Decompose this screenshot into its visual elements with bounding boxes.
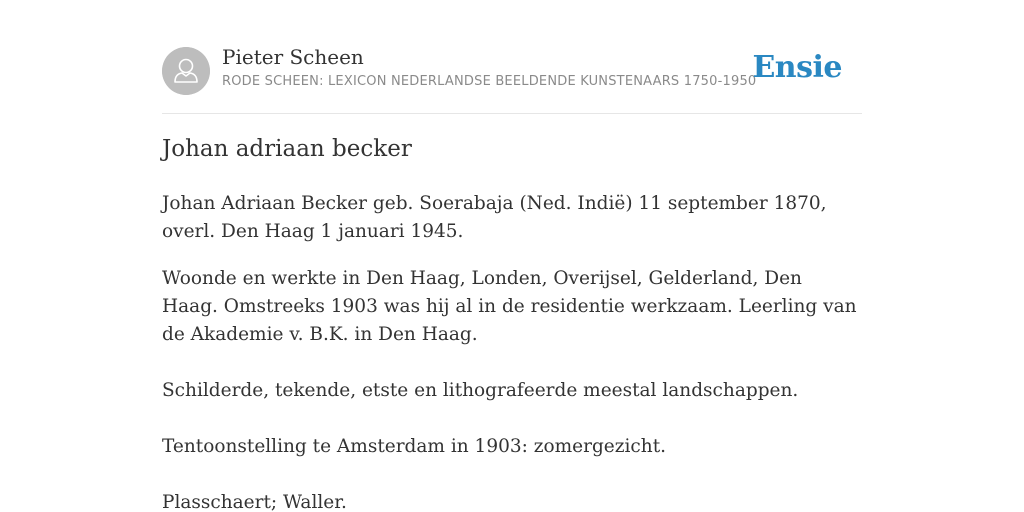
author-name[interactable]: Pieter Scheen <box>222 45 364 69</box>
paragraph-references: Plasschaert; Waller. <box>162 492 347 512</box>
paragraph-residence: Woonde en werkte in Den Haag, Londen, Overijsel, Gelderland, Den Haag. Omstreeks 1903 was hij al in de residentie werkzaam. Leerling van de Akademie v. B.K. in Den Haag. <box>162 268 857 345</box>
source-label[interactable]: RODE SCHEEN: LEXICON NEDERLANDSE BEELDENDE KUNSTENAARS 1750-1950 <box>222 74 757 89</box>
paragraph-work: Schilderde, tekende, etste en lithografeerde meestal landschappen. <box>162 380 799 401</box>
ensie-logo[interactable]: Ensie <box>752 50 842 85</box>
paragraph-birth: Johan Adriaan Becker geb. Soerabaja (Ned. Indië) 11 september 1870, overl. Den Haag 1 januari 1945. <box>162 193 827 242</box>
user-avatar-icon[interactable] <box>162 47 210 95</box>
entry-header <box>162 40 862 114</box>
entry-body <box>162 190 862 512</box>
entry-title: Johan adriaan becker <box>162 136 412 162</box>
entry-card <box>162 40 862 512</box>
paragraph-exhibition: Tentoonstelling te Amsterdam in 1903: zomergezicht. <box>162 436 667 457</box>
